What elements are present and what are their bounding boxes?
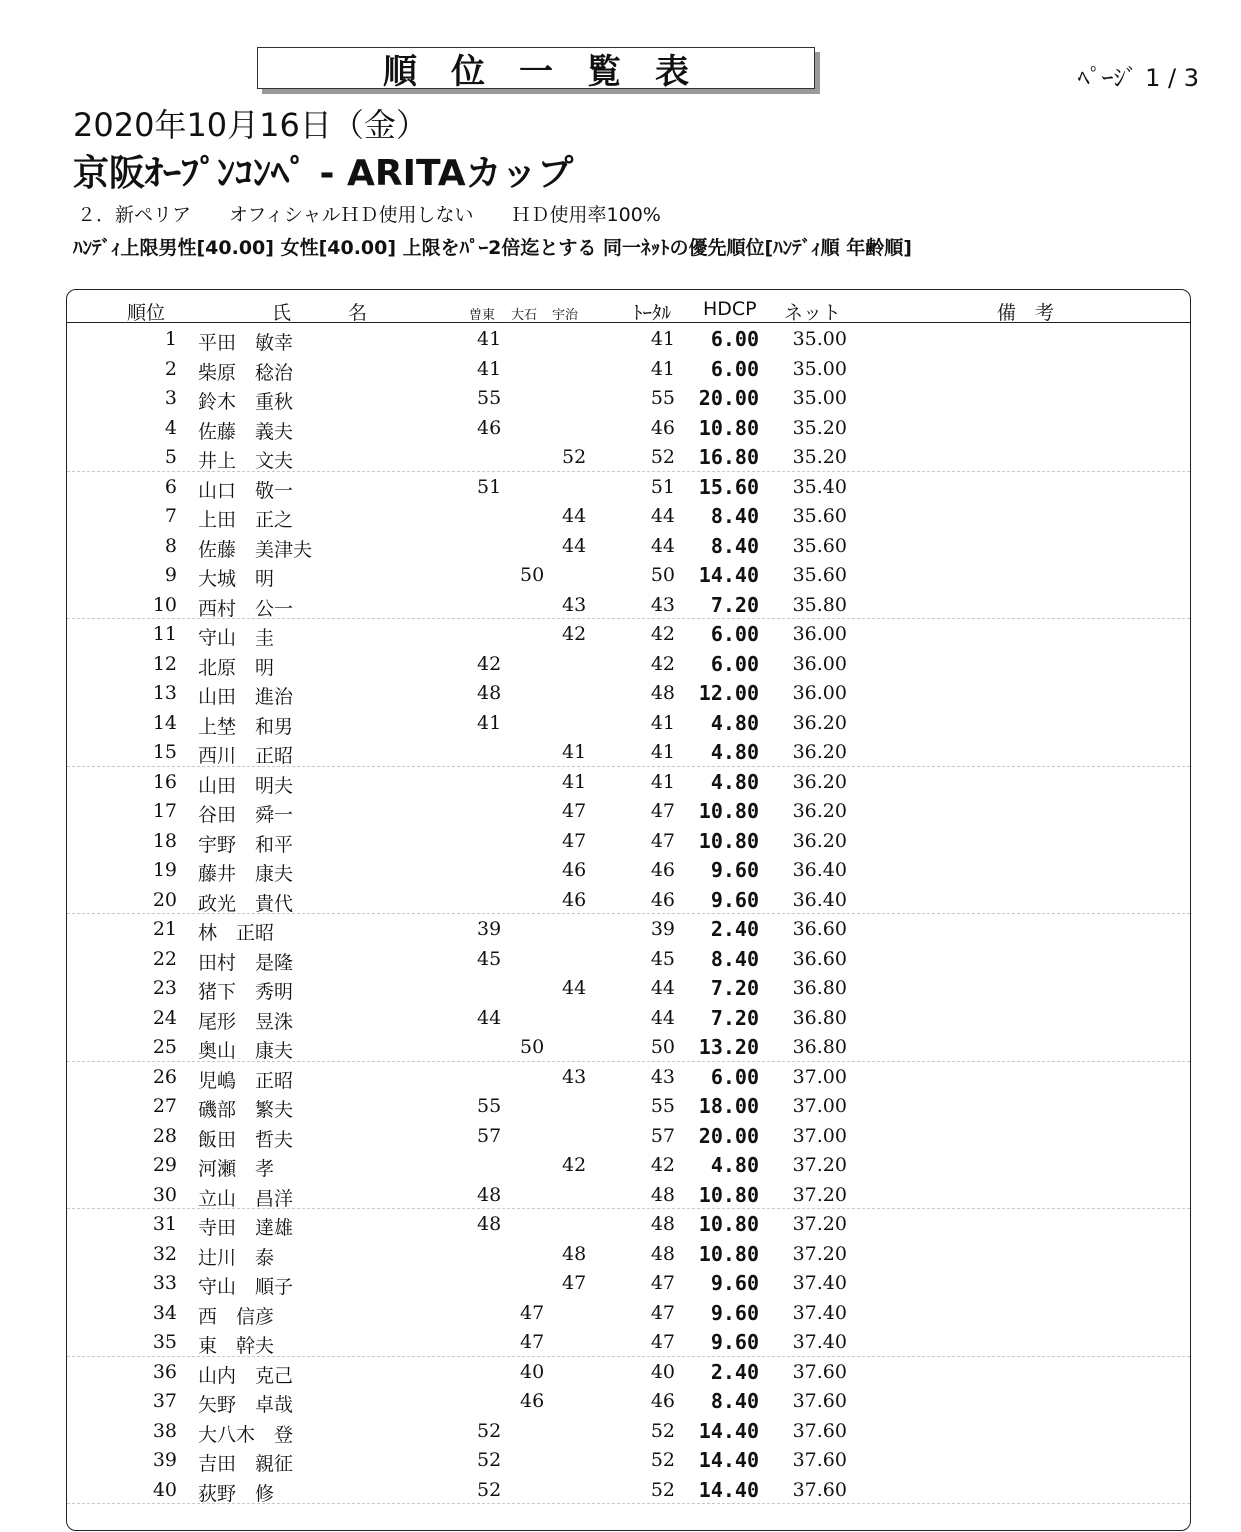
course1-score: 41 [477, 328, 502, 350]
name-cell: 佐藤 義夫 [198, 420, 294, 443]
net-score: 36.80 [792, 1006, 847, 1029]
net-score: 37.40 [792, 1301, 847, 1324]
table-row [67, 1298, 1190, 1328]
col-rank-header: 順位 [127, 302, 166, 324]
total-score: 48 [650, 682, 675, 704]
hdcp-value: 20.00 [698, 386, 759, 410]
hdcp-value: 2.40 [710, 917, 759, 941]
name-cell: 辻川 泰 [198, 1246, 275, 1269]
course2-score: 50 [520, 564, 545, 586]
net-score: 36.00 [792, 623, 847, 645]
name-cell: 大城 明 [198, 568, 275, 590]
net-score: 37.00 [792, 1095, 847, 1117]
total-score: 40 [650, 1360, 675, 1383]
name-cell: 上田 正之 [198, 509, 294, 531]
net-score: 35.00 [792, 357, 847, 380]
name-cell: 鈴木 重秋 [198, 391, 294, 413]
net-score: 36.20 [792, 711, 847, 734]
rank-cell: 17 [152, 800, 177, 822]
table-row [67, 678, 1190, 708]
rank-cell: 1 [164, 328, 177, 350]
net-score: 37.00 [792, 1065, 847, 1088]
table-body [67, 324, 1190, 1504]
name-cell: 立山 昌洋 [198, 1187, 294, 1210]
name-cell: 飯田 哲夫 [198, 1128, 294, 1151]
hdcp-value: 7.20 [710, 1005, 759, 1030]
hdcp-value: 13.20 [698, 1035, 759, 1059]
hdcp-value: 8.40 [710, 533, 759, 558]
name-cell: 河瀬 孝 [198, 1158, 275, 1180]
net-score: 36.20 [792, 829, 847, 852]
total-score: 57 [650, 1124, 675, 1147]
total-score: 46 [650, 888, 675, 911]
total-score: 47 [650, 829, 675, 852]
col-course1-header: 曽東 [469, 308, 496, 323]
hdcp-value: 6.00 [710, 1064, 759, 1089]
course1-score: 48 [477, 682, 502, 704]
col-remarks-header: 備 考 [997, 302, 1055, 324]
net-score: 36.20 [792, 800, 847, 822]
rank-cell: 14 [152, 711, 177, 734]
net-score: 35.60 [792, 534, 847, 557]
total-score: 44 [650, 1006, 675, 1029]
name-cell: 西村 公一 [198, 597, 294, 620]
total-score: 50 [650, 1036, 675, 1058]
table-row [67, 1032, 1190, 1062]
table-row [67, 1357, 1190, 1387]
hdcp-value: 8.40 [710, 946, 759, 971]
total-score: 41 [650, 328, 675, 350]
name-cell: 宇野 和平 [198, 833, 294, 856]
course1-score: 48 [477, 1183, 502, 1206]
total-score: 52 [650, 1449, 675, 1471]
table-row [67, 501, 1190, 531]
col-total-header: ﾄｰﾀﾙ [633, 302, 672, 324]
net-score: 35.60 [792, 505, 847, 527]
table-row [67, 944, 1190, 974]
handicap-rules: ﾊﾝﾃﾞｨ上限男性[40.00] 女性[40.00] 上限をﾊﾟｰ2倍迄とする 同一ﾈｯﾄの優先順位[ﾊﾝﾃﾞｨ順 年齢順] [73, 237, 912, 259]
name-cell: 北原 明 [198, 656, 275, 679]
name-cell: 西 信彦 [198, 1305, 275, 1328]
rank-cell: 9 [164, 564, 177, 586]
name-cell: 猪下 秀明 [198, 981, 294, 1003]
name-cell: 藤井 康夫 [198, 863, 294, 885]
table-row [67, 413, 1190, 443]
course3-score: 48 [562, 1242, 587, 1265]
course1-score: 52 [477, 1449, 502, 1471]
net-score: 36.60 [792, 918, 847, 940]
total-score: 44 [650, 534, 675, 557]
net-score: 37.40 [792, 1272, 847, 1294]
course3-score: 41 [562, 770, 587, 793]
total-score: 48 [650, 1183, 675, 1206]
total-score: 52 [650, 446, 675, 468]
table-row [67, 1150, 1190, 1180]
total-score: 47 [650, 1331, 675, 1353]
course1-score: 41 [477, 357, 502, 380]
hdcp-value: 9.60 [710, 858, 759, 882]
table-row [67, 826, 1190, 856]
course3-score: 42 [562, 1154, 587, 1176]
total-score: 42 [650, 623, 675, 645]
rank-cell: 23 [152, 977, 177, 999]
hdcp-value: 12.00 [698, 681, 759, 705]
table-row [67, 855, 1190, 885]
ranking-table [66, 289, 1191, 1531]
rank-cell: 10 [152, 593, 177, 616]
table-row [67, 1239, 1190, 1269]
course3-score: 47 [562, 829, 587, 852]
col-net-header: ネット [784, 302, 842, 324]
total-score: 52 [650, 1478, 675, 1501]
col-course3-header: 宇治 [552, 308, 579, 323]
name-cell: 児嶋 正昭 [198, 1069, 294, 1092]
rank-cell: 28 [152, 1124, 177, 1147]
name-cell: 林 正昭 [198, 922, 275, 944]
name-cell: 矢野 卓哉 [198, 1394, 294, 1416]
rank-cell: 21 [152, 918, 177, 940]
rank-cell: 11 [152, 623, 177, 645]
table-row [67, 1268, 1190, 1298]
net-score: 37.20 [792, 1242, 847, 1265]
course1-score: 52 [477, 1419, 502, 1442]
total-score: 47 [650, 1272, 675, 1294]
name-cell: 大八木 登 [198, 1423, 294, 1446]
net-score: 36.40 [792, 888, 847, 911]
course3-score: 44 [562, 977, 587, 999]
hdcp-value: 6.00 [710, 327, 759, 351]
table-row [67, 1445, 1190, 1475]
rank-cell: 12 [152, 652, 177, 675]
rank-cell: 24 [152, 1006, 177, 1029]
table-row [67, 914, 1190, 944]
hdcp-value: 10.80 [698, 1212, 759, 1236]
total-score: 43 [650, 593, 675, 616]
rank-cell: 2 [164, 357, 177, 380]
name-cell: 佐藤 美津夫 [198, 538, 313, 561]
rank-cell: 3 [164, 387, 177, 409]
course1-score: 42 [477, 652, 502, 675]
name-cell: 守山 圭 [198, 627, 275, 649]
course1-score: 45 [477, 947, 502, 970]
rank-cell: 7 [164, 505, 177, 527]
name-cell: 井上 文夫 [198, 450, 294, 472]
hdcp-value: 9.60 [710, 1300, 759, 1325]
total-score: 50 [650, 564, 675, 586]
hdcp-value: 9.60 [710, 887, 759, 912]
net-score: 35.00 [792, 328, 847, 350]
course1-score: 57 [477, 1124, 502, 1147]
hdcp-value: 10.80 [698, 1182, 759, 1207]
table-row [67, 1386, 1190, 1416]
course3-score: 42 [562, 623, 587, 645]
rank-cell: 39 [152, 1449, 177, 1471]
course3-score: 44 [562, 505, 587, 527]
total-score: 55 [650, 1095, 675, 1117]
table-row [67, 1327, 1190, 1357]
hdcp-value: 10.80 [698, 799, 759, 823]
total-score: 47 [650, 800, 675, 822]
table-row [67, 472, 1190, 502]
table-row [67, 885, 1190, 915]
event-title: 京阪ｵｰﾌﾟﾝｺﾝﾍﾟ - ARITAカップ [73, 153, 574, 194]
name-cell: 尾形 昱洙 [198, 1010, 294, 1033]
hdcp-value: 20.00 [698, 1123, 759, 1148]
rank-cell: 31 [152, 1213, 177, 1235]
net-score: 36.20 [792, 770, 847, 793]
table-row [67, 1475, 1190, 1505]
hdcp-value: 4.80 [710, 740, 759, 764]
name-cell: 荻野 修 [198, 1482, 275, 1505]
course2-score: 50 [520, 1036, 545, 1058]
table-row [67, 1003, 1190, 1033]
course3-score: 41 [562, 741, 587, 763]
name-cell: 吉田 親征 [198, 1453, 294, 1475]
total-score: 52 [650, 1419, 675, 1442]
net-score: 36.60 [792, 947, 847, 970]
course3-score: 46 [562, 888, 587, 911]
net-score: 36.00 [792, 682, 847, 704]
net-score: 35.20 [792, 446, 847, 468]
table-row [67, 1091, 1190, 1121]
hdcp-value: 2.40 [710, 1359, 759, 1384]
hdcp-value: 4.80 [710, 710, 759, 735]
hdcp-value: 6.00 [710, 622, 759, 646]
hdcp-value: 14.40 [698, 1418, 759, 1443]
course2-score: 40 [520, 1360, 545, 1383]
table-row [67, 796, 1190, 826]
course3-score: 47 [562, 1272, 587, 1294]
hdcp-value: 8.40 [710, 504, 759, 528]
net-score: 35.40 [792, 475, 847, 498]
total-score: 47 [650, 1301, 675, 1324]
total-score: 46 [650, 1390, 675, 1412]
name-cell: 奥山 康夫 [198, 1040, 294, 1062]
net-score: 37.20 [792, 1183, 847, 1206]
rank-cell: 35 [152, 1331, 177, 1353]
rank-cell: 26 [152, 1065, 177, 1088]
total-score: 41 [650, 357, 675, 380]
total-score: 48 [650, 1213, 675, 1235]
hdcp-value: 10.80 [698, 828, 759, 853]
name-cell: 柴原 稔治 [198, 361, 294, 384]
hdcp-value: 7.20 [710, 592, 759, 617]
hdcp-value: 14.40 [698, 1477, 759, 1502]
name-cell: 磯部 繁夫 [198, 1099, 294, 1121]
rank-cell: 5 [164, 446, 177, 468]
rank-cell: 40 [152, 1478, 177, 1501]
course3-score: 47 [562, 800, 587, 822]
rank-cell: 36 [152, 1360, 177, 1383]
rank-cell: 20 [152, 888, 177, 911]
name-cell: 山田 進治 [198, 686, 294, 708]
scoring-method: ２．新ペリア オフィシャルＨＤ使用しない ＨＤ使用率100% [77, 204, 661, 226]
hdcp-value: 14.40 [698, 563, 759, 587]
table-row [67, 560, 1190, 590]
name-cell: 田村 是隆 [198, 951, 294, 974]
table-row [67, 1180, 1190, 1210]
name-cell: 上埜 和男 [198, 715, 294, 738]
course1-score: 55 [477, 387, 502, 409]
table-row [67, 737, 1190, 767]
total-score: 55 [650, 387, 675, 409]
table-row [67, 619, 1190, 649]
rank-cell: 32 [152, 1242, 177, 1265]
course1-score: 52 [477, 1478, 502, 1501]
hdcp-value: 4.80 [710, 769, 759, 794]
net-score: 37.60 [792, 1419, 847, 1442]
net-score: 35.00 [792, 387, 847, 409]
rank-cell: 19 [152, 859, 177, 881]
course3-score: 52 [562, 446, 587, 468]
hdcp-value: 15.60 [698, 474, 759, 499]
table-row [67, 383, 1190, 413]
col-name-header: 氏 名 [272, 302, 368, 324]
document-title-box [257, 47, 815, 92]
total-score: 44 [650, 505, 675, 527]
name-cell: 東 幹夫 [198, 1335, 275, 1357]
net-score: 36.00 [792, 652, 847, 675]
name-cell: 山田 明夫 [198, 774, 294, 797]
hdcp-value: 16.80 [698, 445, 759, 469]
document-title: 順位一覧表 [383, 51, 723, 92]
total-score: 51 [650, 475, 675, 498]
hdcp-value: 8.40 [710, 1389, 759, 1413]
hdcp-value: 6.00 [710, 356, 759, 381]
col-course2-header: 大石 [511, 308, 538, 323]
table-row [67, 531, 1190, 561]
name-cell: 平田 敏幸 [198, 332, 294, 354]
table-row [67, 324, 1190, 354]
name-cell: 山口 敬一 [198, 479, 294, 502]
table-row [67, 1121, 1190, 1151]
course1-score: 51 [477, 475, 502, 498]
total-score: 43 [650, 1065, 675, 1088]
total-score: 44 [650, 977, 675, 999]
hdcp-value: 14.40 [698, 1448, 759, 1472]
table-row [67, 354, 1190, 384]
rank-cell: 37 [152, 1390, 177, 1412]
table-row [67, 590, 1190, 620]
hdcp-value: 7.20 [710, 976, 759, 1000]
net-score: 37.60 [792, 1390, 847, 1412]
name-cell: 守山 順子 [198, 1276, 294, 1298]
hdcp-value: 9.60 [710, 1330, 759, 1354]
net-score: 37.20 [792, 1154, 847, 1176]
name-cell: 寺田 達雄 [198, 1217, 294, 1239]
table-row [67, 973, 1190, 1003]
rank-cell: 16 [152, 770, 177, 793]
table-row [67, 708, 1190, 738]
course3-score: 44 [562, 534, 587, 557]
total-score: 41 [650, 770, 675, 793]
net-score: 36.40 [792, 859, 847, 881]
table-row [67, 649, 1190, 679]
rank-cell: 29 [152, 1154, 177, 1176]
course3-score: 46 [562, 859, 587, 881]
net-score: 35.80 [792, 593, 847, 616]
net-score: 35.60 [792, 564, 847, 586]
rank-cell: 30 [152, 1183, 177, 1206]
course1-score: 39 [477, 918, 502, 940]
net-score: 37.60 [792, 1478, 847, 1501]
total-score: 42 [650, 652, 675, 675]
col-hdcp-header: HDCP [703, 298, 757, 320]
rank-cell: 15 [152, 741, 177, 763]
rank-cell: 25 [152, 1036, 177, 1058]
hdcp-value: 10.80 [698, 415, 759, 440]
course2-score: 47 [520, 1301, 545, 1324]
table-row [67, 1062, 1190, 1092]
rank-cell: 22 [152, 947, 177, 970]
rank-cell: 18 [152, 829, 177, 852]
course1-score: 41 [477, 711, 502, 734]
net-score: 37.40 [792, 1331, 847, 1353]
net-score: 36.80 [792, 977, 847, 999]
table-row [67, 767, 1190, 797]
total-score: 41 [650, 711, 675, 734]
table-row [67, 1209, 1190, 1239]
course1-score: 46 [477, 416, 502, 439]
rank-cell: 27 [152, 1095, 177, 1117]
table-row [67, 1416, 1190, 1446]
hdcp-value: 6.00 [710, 651, 759, 676]
total-score: 48 [650, 1242, 675, 1265]
name-cell: 谷田 舜一 [198, 804, 294, 826]
net-score: 37.60 [792, 1360, 847, 1383]
total-score: 46 [650, 416, 675, 439]
event-date: 2020年10月16日（金） [73, 106, 428, 144]
course3-score: 43 [562, 1065, 587, 1088]
net-score: 36.80 [792, 1036, 847, 1058]
hdcp-value: 9.60 [710, 1271, 759, 1295]
net-score: 37.20 [792, 1213, 847, 1235]
course3-score: 43 [562, 593, 587, 616]
net-score: 37.00 [792, 1124, 847, 1147]
hdcp-value: 18.00 [698, 1094, 759, 1118]
total-score: 41 [650, 741, 675, 763]
net-score: 36.20 [792, 741, 847, 763]
rank-cell: 34 [152, 1301, 177, 1324]
rank-cell: 8 [164, 534, 177, 557]
table-header [67, 290, 1190, 323]
name-cell: 西川 正昭 [198, 745, 294, 767]
total-score: 42 [650, 1154, 675, 1176]
rank-cell: 13 [152, 682, 177, 704]
table-row [67, 442, 1190, 472]
name-cell: 政光 貴代 [198, 892, 294, 915]
hdcp-value: 10.80 [698, 1241, 759, 1266]
total-score: 46 [650, 859, 675, 881]
course1-score: 48 [477, 1213, 502, 1235]
total-score: 45 [650, 947, 675, 970]
course2-score: 47 [520, 1331, 545, 1353]
course1-score: 44 [477, 1006, 502, 1029]
page-indicator: ﾍﾟｰｼﾞ 1 / 3 [1077, 64, 1199, 92]
total-score: 39 [650, 918, 675, 940]
hdcp-value: 4.80 [710, 1153, 759, 1177]
course2-score: 46 [520, 1390, 545, 1412]
course1-score: 55 [477, 1095, 502, 1117]
rank-cell: 33 [152, 1272, 177, 1294]
net-score: 35.20 [792, 416, 847, 439]
rank-cell: 4 [164, 416, 177, 439]
rank-cell: 38 [152, 1419, 177, 1442]
net-score: 37.60 [792, 1449, 847, 1471]
rank-cell: 6 [164, 475, 177, 498]
name-cell: 山内 克己 [198, 1364, 294, 1387]
